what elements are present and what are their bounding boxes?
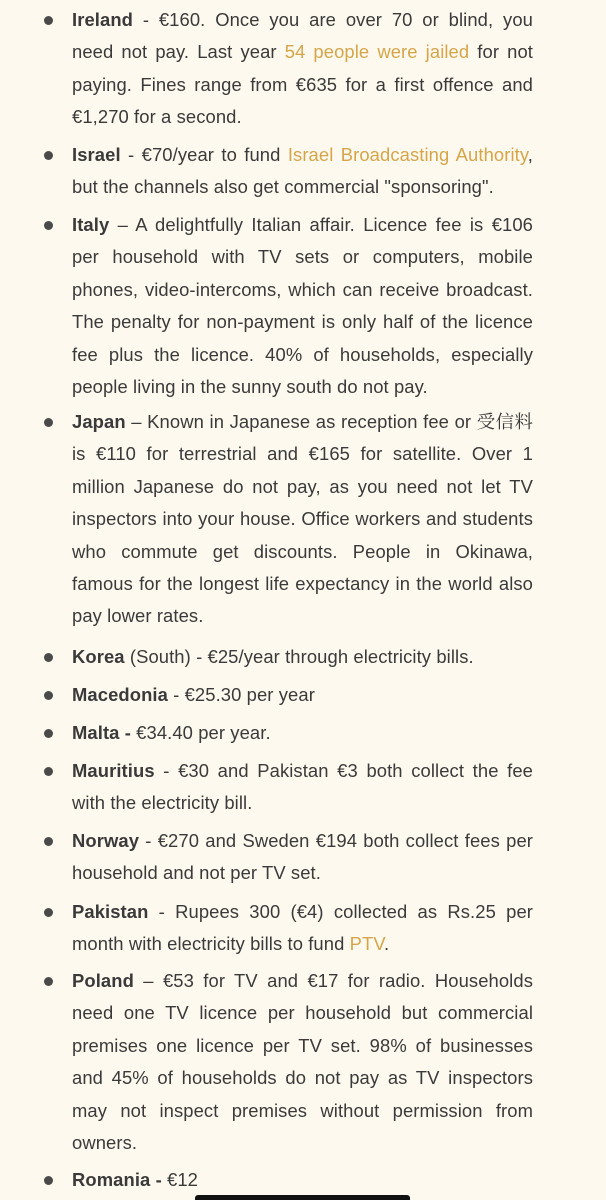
country-name: Norway bbox=[72, 830, 140, 851]
bullet-icon bbox=[44, 691, 53, 700]
entry-text bbox=[72, 1164, 533, 1196]
country-name: Pakistan bbox=[72, 901, 149, 922]
entry-text bbox=[72, 406, 533, 633]
bullet-icon bbox=[44, 653, 53, 662]
country-name: Malta - bbox=[72, 722, 131, 743]
jailed-link[interactable]: 54 people were jailed bbox=[284, 41, 470, 63]
entry-text-part: for not paying. Fines range from €635 for a first offence and €1,270 for a second. bbox=[72, 41, 533, 128]
bullet-icon bbox=[44, 16, 53, 25]
entry-text bbox=[72, 641, 533, 673]
israel-broadcasting-authority-link[interactable]: Israel Broadcasting Authority bbox=[287, 144, 528, 165]
bullet-icon bbox=[44, 767, 53, 776]
bullet-icon bbox=[44, 729, 53, 738]
country-name: Ireland bbox=[72, 9, 133, 30]
entry-text bbox=[72, 717, 533, 749]
entry-text-part: – Known in Japanese as reception fee or 受信料 is €110 for terrestrial and €165 for satellite. Over 1 million Japanese do not pay, as you need not let TV inspectors into your house. Office workers and students who commute get discounts. People in Okinawa, famous for the longest life expectancy in the world also pay lower rates. bbox=[72, 411, 533, 627]
entry-text-part: , but the channels also get commercial "sponsoring". bbox=[72, 144, 533, 198]
country-name: Macedonia bbox=[72, 684, 168, 705]
entry-text-part: . bbox=[384, 933, 390, 955]
bullet-icon bbox=[44, 908, 53, 917]
entry-text bbox=[72, 209, 533, 403]
bullet-icon bbox=[44, 837, 53, 846]
ptv-link[interactable]: PTV bbox=[349, 933, 385, 955]
entry-text-part: - €160. Once you are over 70 or blind, you need not pay. Last year bbox=[72, 9, 533, 63]
entry-text-part: - €25.30 per year bbox=[167, 684, 315, 705]
entry-text bbox=[72, 139, 533, 204]
entry-text-part: - €70/year to fund bbox=[120, 144, 288, 165]
entry-text-part: €12 bbox=[161, 1169, 199, 1190]
bullet-icon bbox=[44, 151, 53, 160]
country-name: Poland bbox=[72, 970, 134, 991]
entry-text-part: €34.40 per year. bbox=[130, 722, 271, 743]
country-name: Japan bbox=[72, 411, 126, 432]
entry-text bbox=[72, 679, 533, 711]
country-name: Mauritius bbox=[72, 760, 155, 781]
country-name: Korea bbox=[72, 646, 125, 667]
entry-text bbox=[72, 825, 533, 890]
entry-text-part: - €270 and Sweden €194 both collect fees per household and not per TV set. bbox=[72, 830, 533, 884]
bullet-icon bbox=[44, 977, 53, 986]
bullet-icon bbox=[44, 1176, 53, 1185]
country-name: Italy bbox=[72, 214, 110, 235]
entry-text bbox=[72, 755, 533, 820]
entry-text-part: - €30 and Pakistan €3 both collect the fee with the electricity bill. bbox=[72, 760, 533, 814]
entry-text-part: – A delightfully Italian affair. Licence fee is €106 per household with TV sets or computers, mobile phones, video-intercoms, which can receive broadcast. The penalty for non-payment is only half of the licence fee plus the licence. 40% of households, especially people living in the sunny south do not pay. bbox=[72, 214, 533, 398]
entry-text bbox=[72, 965, 533, 1159]
entry-text-part: (South) - €25/year through electricity bills. bbox=[124, 646, 474, 667]
entry-text bbox=[72, 4, 533, 134]
country-name: Israel bbox=[72, 144, 121, 165]
entry-text bbox=[72, 896, 533, 961]
bullet-icon bbox=[44, 221, 53, 230]
home-indicator[interactable] bbox=[195, 1195, 410, 1200]
bullet-icon bbox=[44, 418, 53, 427]
entry-text-part: - Rupees 300 (€4) collected as Rs.25 per month with electricity bills to fund bbox=[72, 901, 533, 955]
entry-text-part: – €53 for TV and €17 for radio. Households need one TV licence per household but commercial premises one licence per TV set. 98% of businesses and 45% of households do not pay as TV inspectors may not inspect premises without permission from owners. bbox=[72, 970, 533, 1154]
country-name: Romania - bbox=[72, 1169, 162, 1190]
